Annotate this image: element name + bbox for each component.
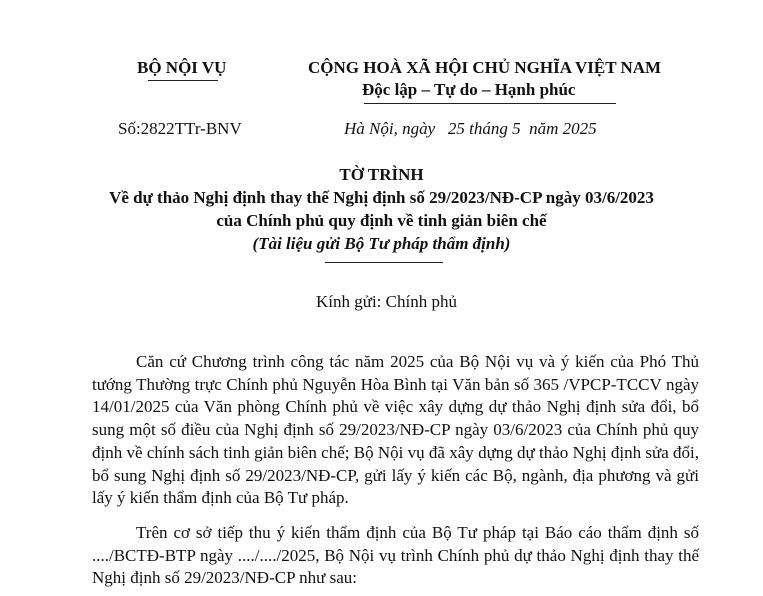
ministry-underline (148, 80, 218, 81)
document-note: (Tài liệu gửi Bộ Tư pháp thẩm định) (252, 234, 511, 253)
ministry-name: BỘ NỘI VỤ (137, 58, 227, 77)
body-paragraph-1: Căn cứ Chương trình công tác năm 2025 của Bộ Nội vụ và ý kiến của Phó Thủ tướng Thường trực Chính phủ Nguyễn Hòa Bình tại Văn bản số 365 /VPCP-TCCV ngày 14/01/2025 của Văn phòng Chính phủ về việc xây dựng dự thảo Nghị định sửa đổi, bổ sung một số điều của Nghị định số 29/2023/NĐ-CP ngày 03/6/2023 của Chính phủ quy định về chính sách tinh giản biên chế; Bộ Nội vụ đã xây dựng dự thảo Nghị định sửa đổi, bổ sung Nghị định số 29/2023/NĐ-CP, gửi lấy ý kiến các Bộ, ngành, địa phương và gửi lấy ý kiến thẩm định của Bộ Tư pháp. (92, 352, 699, 508)
nation-title: CỘNG HOÀ XÃ HỘI CHỦ NGHĨA VIỆT NAM (308, 58, 662, 77)
motto-underline (364, 103, 616, 104)
body-paragraph-2: Trên cơ sở tiếp thu ý kiến thẩm định của Bộ Tư pháp tại Báo cáo thẩm định số ..../BCTĐ-BTP ngày ..../..../2025, Bộ Nội vụ trình Chính phủ dự thảo Nghị định thay thế Nghị định số 29/2023/NĐ-CP như sau: (92, 523, 699, 588)
document-type: TỜ TRÌNH (339, 165, 424, 184)
document-subject-line-2: của Chính phủ quy định về tinh giản biên chế (216, 211, 547, 230)
national-motto: Độc lập – Tự do – Hạnh phúc (362, 80, 576, 99)
document-subject-line-1: Về dự thảo Nghị định thay thế Nghị định số 29/2023/NĐ-CP ngày 03/6/2023 (109, 188, 654, 207)
recipient-line: Kính gửi: Chính phủ (316, 292, 457, 311)
document-number: Số:2822TTr-BNV (118, 119, 242, 138)
dateline: Hà Nội, ngày 25 tháng 5 năm 2025 (344, 119, 597, 138)
title-underline (325, 262, 443, 263)
